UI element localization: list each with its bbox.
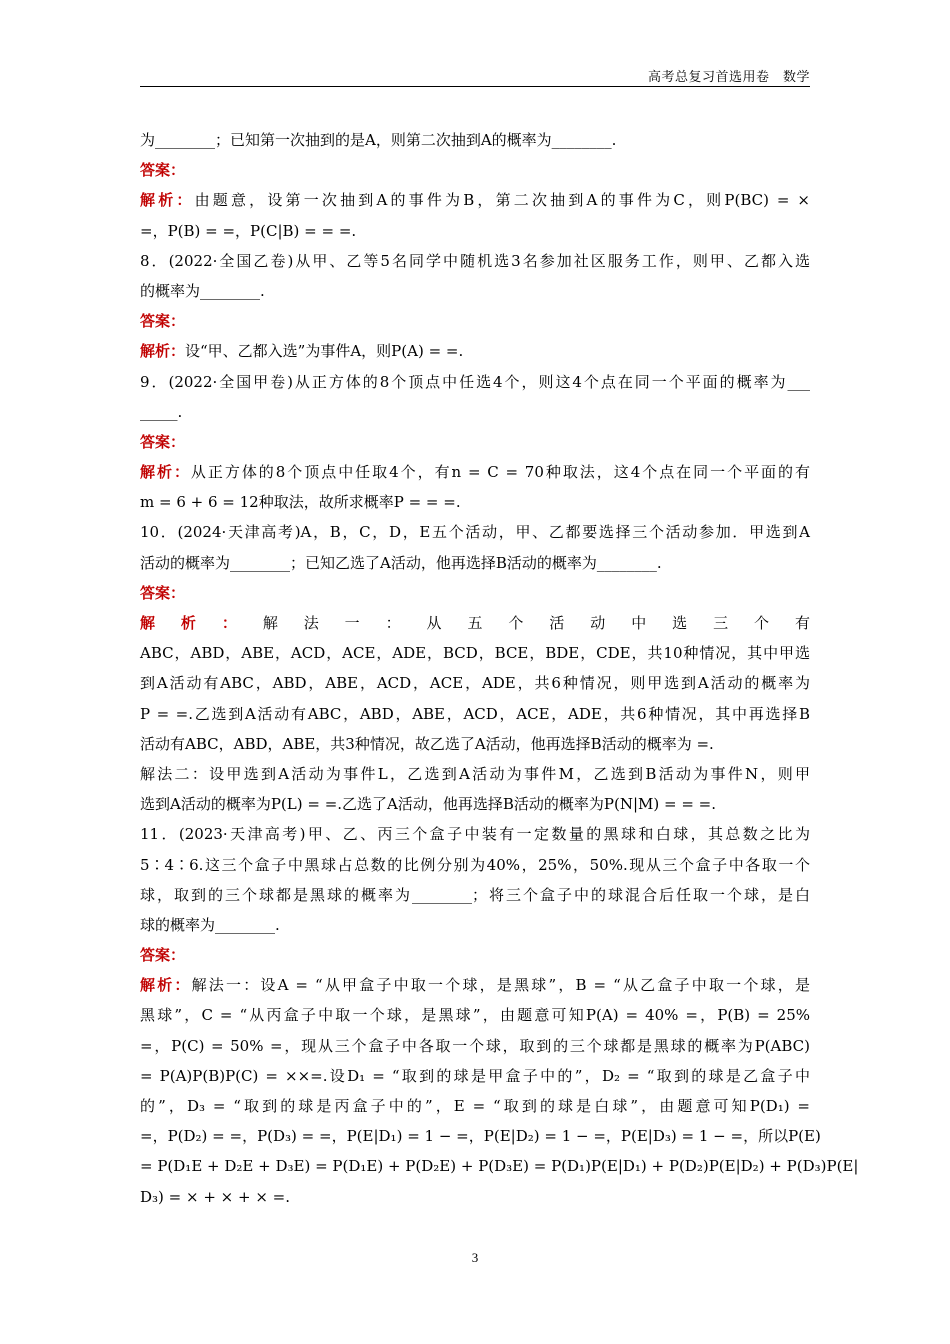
solution-label: 解析： [140,463,191,482]
text-line [140,185,810,215]
text-line [140,1031,810,1061]
text-line [140,367,810,397]
text-line [140,1182,810,1212]
text-line [140,729,810,759]
text-line [140,910,810,940]
text-line [140,1151,859,1181]
line-text: =，P(D₂) = =，P(D₃) = =，P(E|D₁) = 1 − =，P(E|D₂) = 1 − =，P(E|D₃) = 1 − =，所以P(E) [140,1127,821,1146]
text-line [140,880,810,910]
line-text: 球的概率为________. [140,915,280,934]
text-line [140,789,810,819]
answer-line [140,940,810,970]
answer-label: 答案： [140,161,186,180]
solution-label: 解析： [140,976,192,995]
line-text: 5∶4∶6.这三个盒子中黑球占总数的比例分别为40%，25%，50%.现从三个盒子中各取一个 [140,855,810,874]
line-text: P = =.乙选到A活动有ABC，ABD，ABE，ACD，ACE，ADE，共6种情况，其中再选择B [140,704,810,723]
header-title: 高考总复习首选用卷 数学 [647,70,810,85]
line-text: 活动的概率为________；已知乙选了A活动，他再选择B活动的概率为________. [140,553,662,572]
page-header [140,66,810,87]
answer-line [140,427,810,457]
line-text: 球，取到的三个球都是黑球的概率为________；将三个盒子中的球混合后任取一个球，是白 [140,885,810,904]
line-text: = P(D₁E + D₂E + D₃E) = P(D₁E) + P(D₂E) + P(D₃E) = P(D₁)P(E|D₁) + P(D₂)P(E|D₂) + P(D₃)P(E| [140,1157,859,1176]
document-body [140,125,859,1212]
text-line [140,517,810,547]
page-number: 3 [471,1250,479,1265]
line-text: 黑球”，C = “从丙盒子中取一个球，是黑球”，由题意可知P(A) = 40% =，P(B) = 25% [140,1006,810,1025]
text-line [140,397,810,427]
line-text: 到A活动有ABC，ABD，ABE，ACD，ACE，ADE，共6种情况，则甲选到A活动的概率为 [140,674,810,693]
text-line [140,819,810,849]
line-text: 的”，D₃ = “取到的球是丙盒子中的”，E = “取到的球是白球”，由题意可知P(D₁) = [140,1097,810,1115]
text-line [140,638,810,668]
text-line [140,850,810,880]
text-line [140,457,810,487]
text-line [140,1000,810,1030]
line-text: 由题意，设第一次抽到A的事件为B，第二次抽到A的事件为C，则P(BC) = × [194,191,810,210]
line-text: 解法二：设甲选到A活动为事件L，乙选到A活动为事件M，乙选到B活动为事件N，则甲 [140,764,810,783]
answer-line [140,155,810,185]
line-text: ABC，ABD，ABE，ACD，ACE，ADE，BCD，BCE，BDE，CDE，共10种情况，其中甲选 [140,644,810,663]
answer-label: 答案： [140,312,186,331]
text-line [140,125,810,155]
text-line [140,336,810,366]
solution-label: 解析： [140,342,186,361]
line-text: 选到A活动的概率为P(L) = =.乙选了A活动，他再选择B活动的概率为P(N|M) = = =. [140,795,717,814]
answer-label: 答案： [140,583,186,602]
line-text: D₃) = × + × + × =. [140,1187,291,1206]
text-line [140,699,810,729]
text-line [140,246,810,276]
line-text: 9．(2022·全国甲卷)从正方体的8个顶点中任选4个，则这4个点在同一个平面的概率为___ [140,372,810,391]
answer-line [140,306,810,336]
text-line [140,970,810,1000]
line-text: 为________；已知第一次抽到的是A，则第二次抽到A的概率为________. [140,131,617,149]
answer-label: 答案： [140,946,186,965]
line-text: 10．(2024·天津高考)A，B，C，D，E五个活动，甲、乙都要选择三个活动参加．甲选到A [140,523,810,542]
text-line [140,1061,810,1091]
line-text: 活动有ABC，ABD，ABE，共3种情况，故乙选了A活动，他再选择B活动的概率为 =. [140,734,714,753]
solution-label: 解析： [140,614,263,632]
line-text: =，P(B) = =，P(C|B) = = =. [140,221,357,240]
text-line [140,1091,810,1121]
line-text: m = 6 + 6 = 12种取法，故所求概率P = = =. [140,493,461,512]
line-text: =，P(C) = 50% =，现从三个盒子中各取一个球，取到的三个球都是黑球的概率为P(ABC) [140,1036,810,1055]
text-line [140,759,810,789]
text-line [140,668,810,698]
answer-label: 答案： [140,432,186,451]
line-text: 解法一：从五个活动中选三个有 [262,614,810,632]
text-line [140,608,810,638]
line-text: _____. [140,402,183,421]
text-line [140,1121,821,1151]
line-text: 从正方体的8个顶点中任取4个，有n = C = 70种取法，这4个点在同一个平面的有 [190,463,810,482]
line-text: 解法一：设A = “从甲盒子中取一个球，是黑球”，B = “从乙盒子中取一个球，是 [191,976,810,995]
line-text: 设“甲、乙都入选”为事件A，则P(A) = =. [185,342,464,361]
line-text: 的概率为________. [140,281,265,300]
line-text: = P(A)P(B)P(C) = ××=.设D₁ = “取到的球是甲盒子中的”，D₂ = “取到的球是乙盒子中 [140,1066,810,1085]
text-line [140,276,810,306]
answer-line [140,578,810,608]
line-text: 11．(2023·天津高考)甲、乙、丙三个盒子中装有一定数量的黑球和白球，其总数之比为 [140,825,810,844]
text-line [140,487,810,517]
text-line [140,216,810,246]
solution-label: 解析： [140,191,195,210]
line-text: 8．(2022·全国乙卷)从甲、乙等5名同学中随机选3名参加社区服务工作，则甲、乙都入选 [140,251,810,270]
text-line [140,548,810,578]
